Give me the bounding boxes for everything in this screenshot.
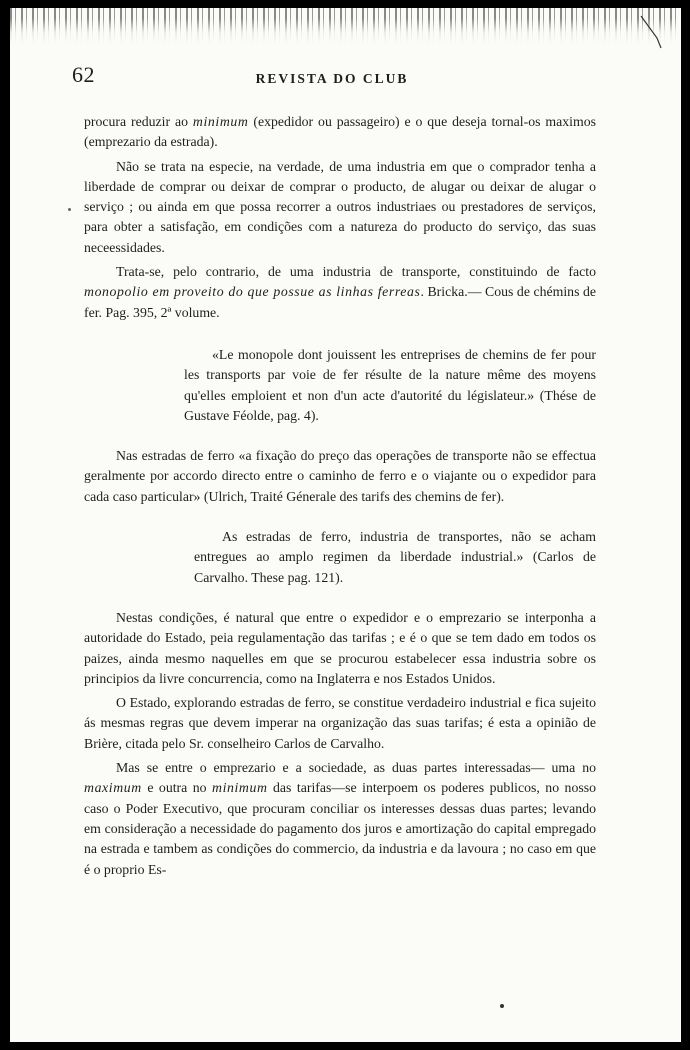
italic-term: maximum [84, 780, 142, 796]
italic-phrase: monopolio em proveito do que possue as linhas ferreas [84, 284, 421, 300]
paragraph-3: Trata-se, pelo contrario, de uma industria de transporte, constituindo de facto monopolio em proveito do que possue as linhas ferreas. Bricka.— Cous de chémins de fer. Pag. 395, 2ª volume. [84, 264, 597, 320]
paragraph-4: Nas estradas de ferro «a fixação do preço das operações de transporte não se effectua geralmente por accordo directo entre o caminho de ferro e o viajante ou o expedidor para cada caso particular» (Ulrich, Traité Génerale des tarifs des chemins de fer). [84, 448, 596, 504]
block-quote-1: «Le monopole dont jouissent les entreprises de chemins de fer pour les transports par voie de fer résulte de la nature même des moyens qu'elles emploient et non d'un acte d'autorité du législateur.» (Thése de Gustave Féolde, pag. 4). [184, 346, 596, 423]
italic-term: minimum [192, 114, 249, 129]
paragraph-1: procura reduzir ao minimum (expedidor ou passageiro) e o que deseja tornal-os maximos (emprezario da estrada). [84, 114, 596, 150]
page-number: 62 [72, 62, 95, 87]
italic-term: minimum [212, 780, 268, 796]
page-header [72, 62, 592, 92]
paragraph-5: Nestas condições, é natural que entre o expedidor e o emprezario se interponha a autoridade do Estado, peia regulamentação das tarifas ; e é o que se tem dado em todos os paizes, ainda mesmo naquelles em que se procurou estabelecer essa industria sobre os principios da livre concurrencia, como na Inglaterra e nos Estados Unidos. [84, 609, 596, 686]
block-quote-2: As estradas de ferro, industria de transportes, não se acham entregues ao amplo regimen da liberdade industrial.» (Carlos de Carvalho. These pag. 121). [194, 529, 596, 585]
running-title: REVISTA DO CLUB [255, 71, 409, 86]
ink-speck [500, 1004, 504, 1008]
paragraph-7: Mas se entre o emprezario e a sociedade, as duas partes interessadas— uma no maximum e outra no minimum das tarifas—se interpoem os poderes publicos, no nosso caso o Poder Executivo, que procuram conciliar os interesses dessas duas partes; levando em consideração a necessidade do pagamento dos juros e amortização do capital empregado na estrada e tambem as condições do commercio, da industria e da lavoura ; no caso em que é o proprio Es- [84, 760, 596, 877]
scan-corner-mark [639, 12, 669, 52]
paragraph-6: O Estado, explorando estradas de ferro, se constitue verdadeiro industrial e fica sujeito ás mesmas regras que devem imperar na organização das suas tarifas; é esta a opinião de Brière, citada pelo Sr. conselheiro Carlos de Carvalho. [84, 695, 596, 751]
article-body [84, 112, 596, 884]
paragraph-2: Não se trata na especie, na verdade, de uma industria em que o comprador tenha a liberdade de comprar ou deixar de comprar o producto, de alugar ou deixar de alugar o serviço ; ou ainda em que possa recorrer a outros industriaes ou prestadores de serviços, para obter a satisfação, em condições com a natureza do producto do serviço, das suas neceessidades. [84, 158, 596, 255]
document-page [10, 8, 681, 1042]
margin-speck [68, 208, 71, 211]
